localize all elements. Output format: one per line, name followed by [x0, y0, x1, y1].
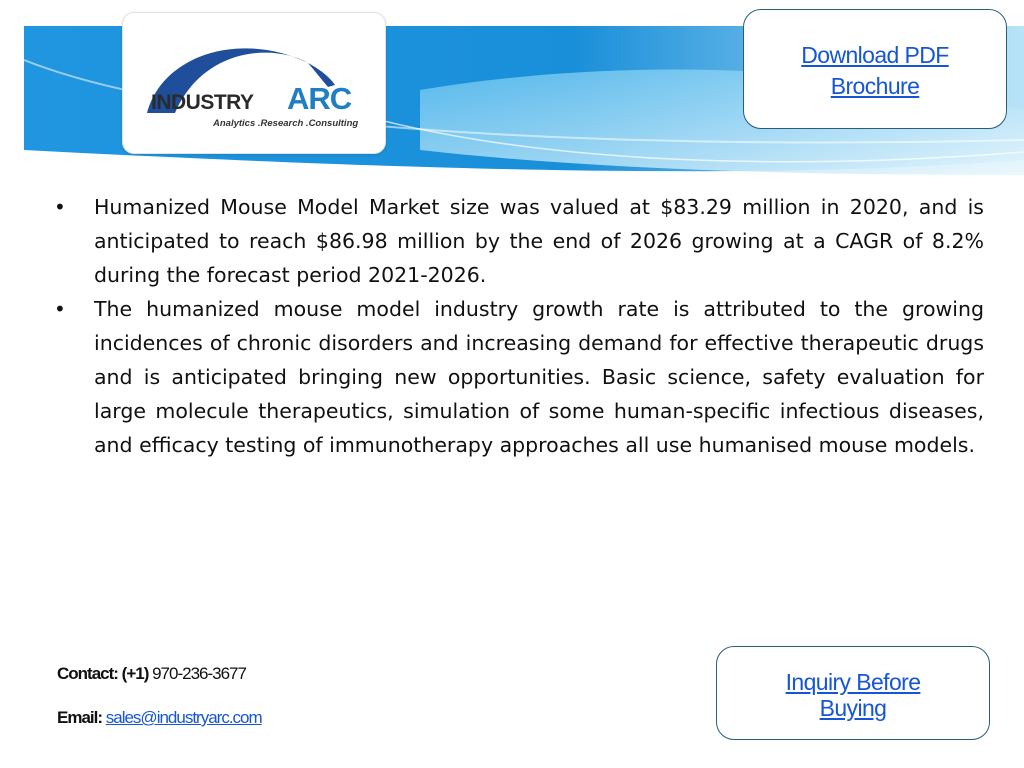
bullet-text: Humanized Mouse Model Market size was valued at $83.29 million in 2020, and is anticipated to reach $86.98 million by the end of 2026 growing at a CAGR of 8.2% during the forecast period 2021-2026.: [94, 195, 984, 287]
contact-label: Contact: (+1): [57, 664, 153, 683]
download-pdf-line1: Download PDF: [801, 42, 949, 68]
market-summary: [54, 190, 984, 462]
download-pdf-line2: Brochure: [830, 73, 920, 99]
contact-line: [57, 664, 246, 684]
inquiry-line1: Inquiry Before: [785, 669, 921, 695]
inquiry-line2: Buying: [819, 695, 887, 721]
inquiry-link[interactable]: [717, 669, 989, 721]
logo-word-arc: ARC: [287, 81, 352, 116]
logo-word-industry: INDUSTRY: [151, 91, 254, 114]
bullet-icon: •: [54, 195, 66, 219]
contact-phone: 970-236-3677: [152, 664, 246, 683]
list-item: [54, 292, 984, 462]
bullet-icon: •: [54, 297, 66, 321]
bullet-text: The humanized mouse model industry growth rate is attributed to the growing incidences of chronic disorders and increasing demand for effective therapeutic drugs and is anticipated bringing new opportunities. Basic science, safety evaluation for large molecule therapeutics, simulation of some human-specific infectious diseases, and efficacy testing of immunotherapy approaches all use humanised mouse models.: [94, 297, 984, 457]
inquiry-before-buying-button[interactable]: [716, 646, 990, 740]
email-link[interactable]: sales@industryarc.com: [105, 708, 262, 727]
email-label: Email:: [57, 708, 106, 727]
list-item: [54, 190, 984, 292]
download-pdf-button[interactable]: [743, 9, 1007, 129]
company-logo: [122, 12, 386, 154]
email-line: [57, 708, 262, 728]
logo-tagline: Analytics .Research .Consulting: [213, 118, 359, 129]
download-pdf-link[interactable]: [744, 40, 1006, 102]
